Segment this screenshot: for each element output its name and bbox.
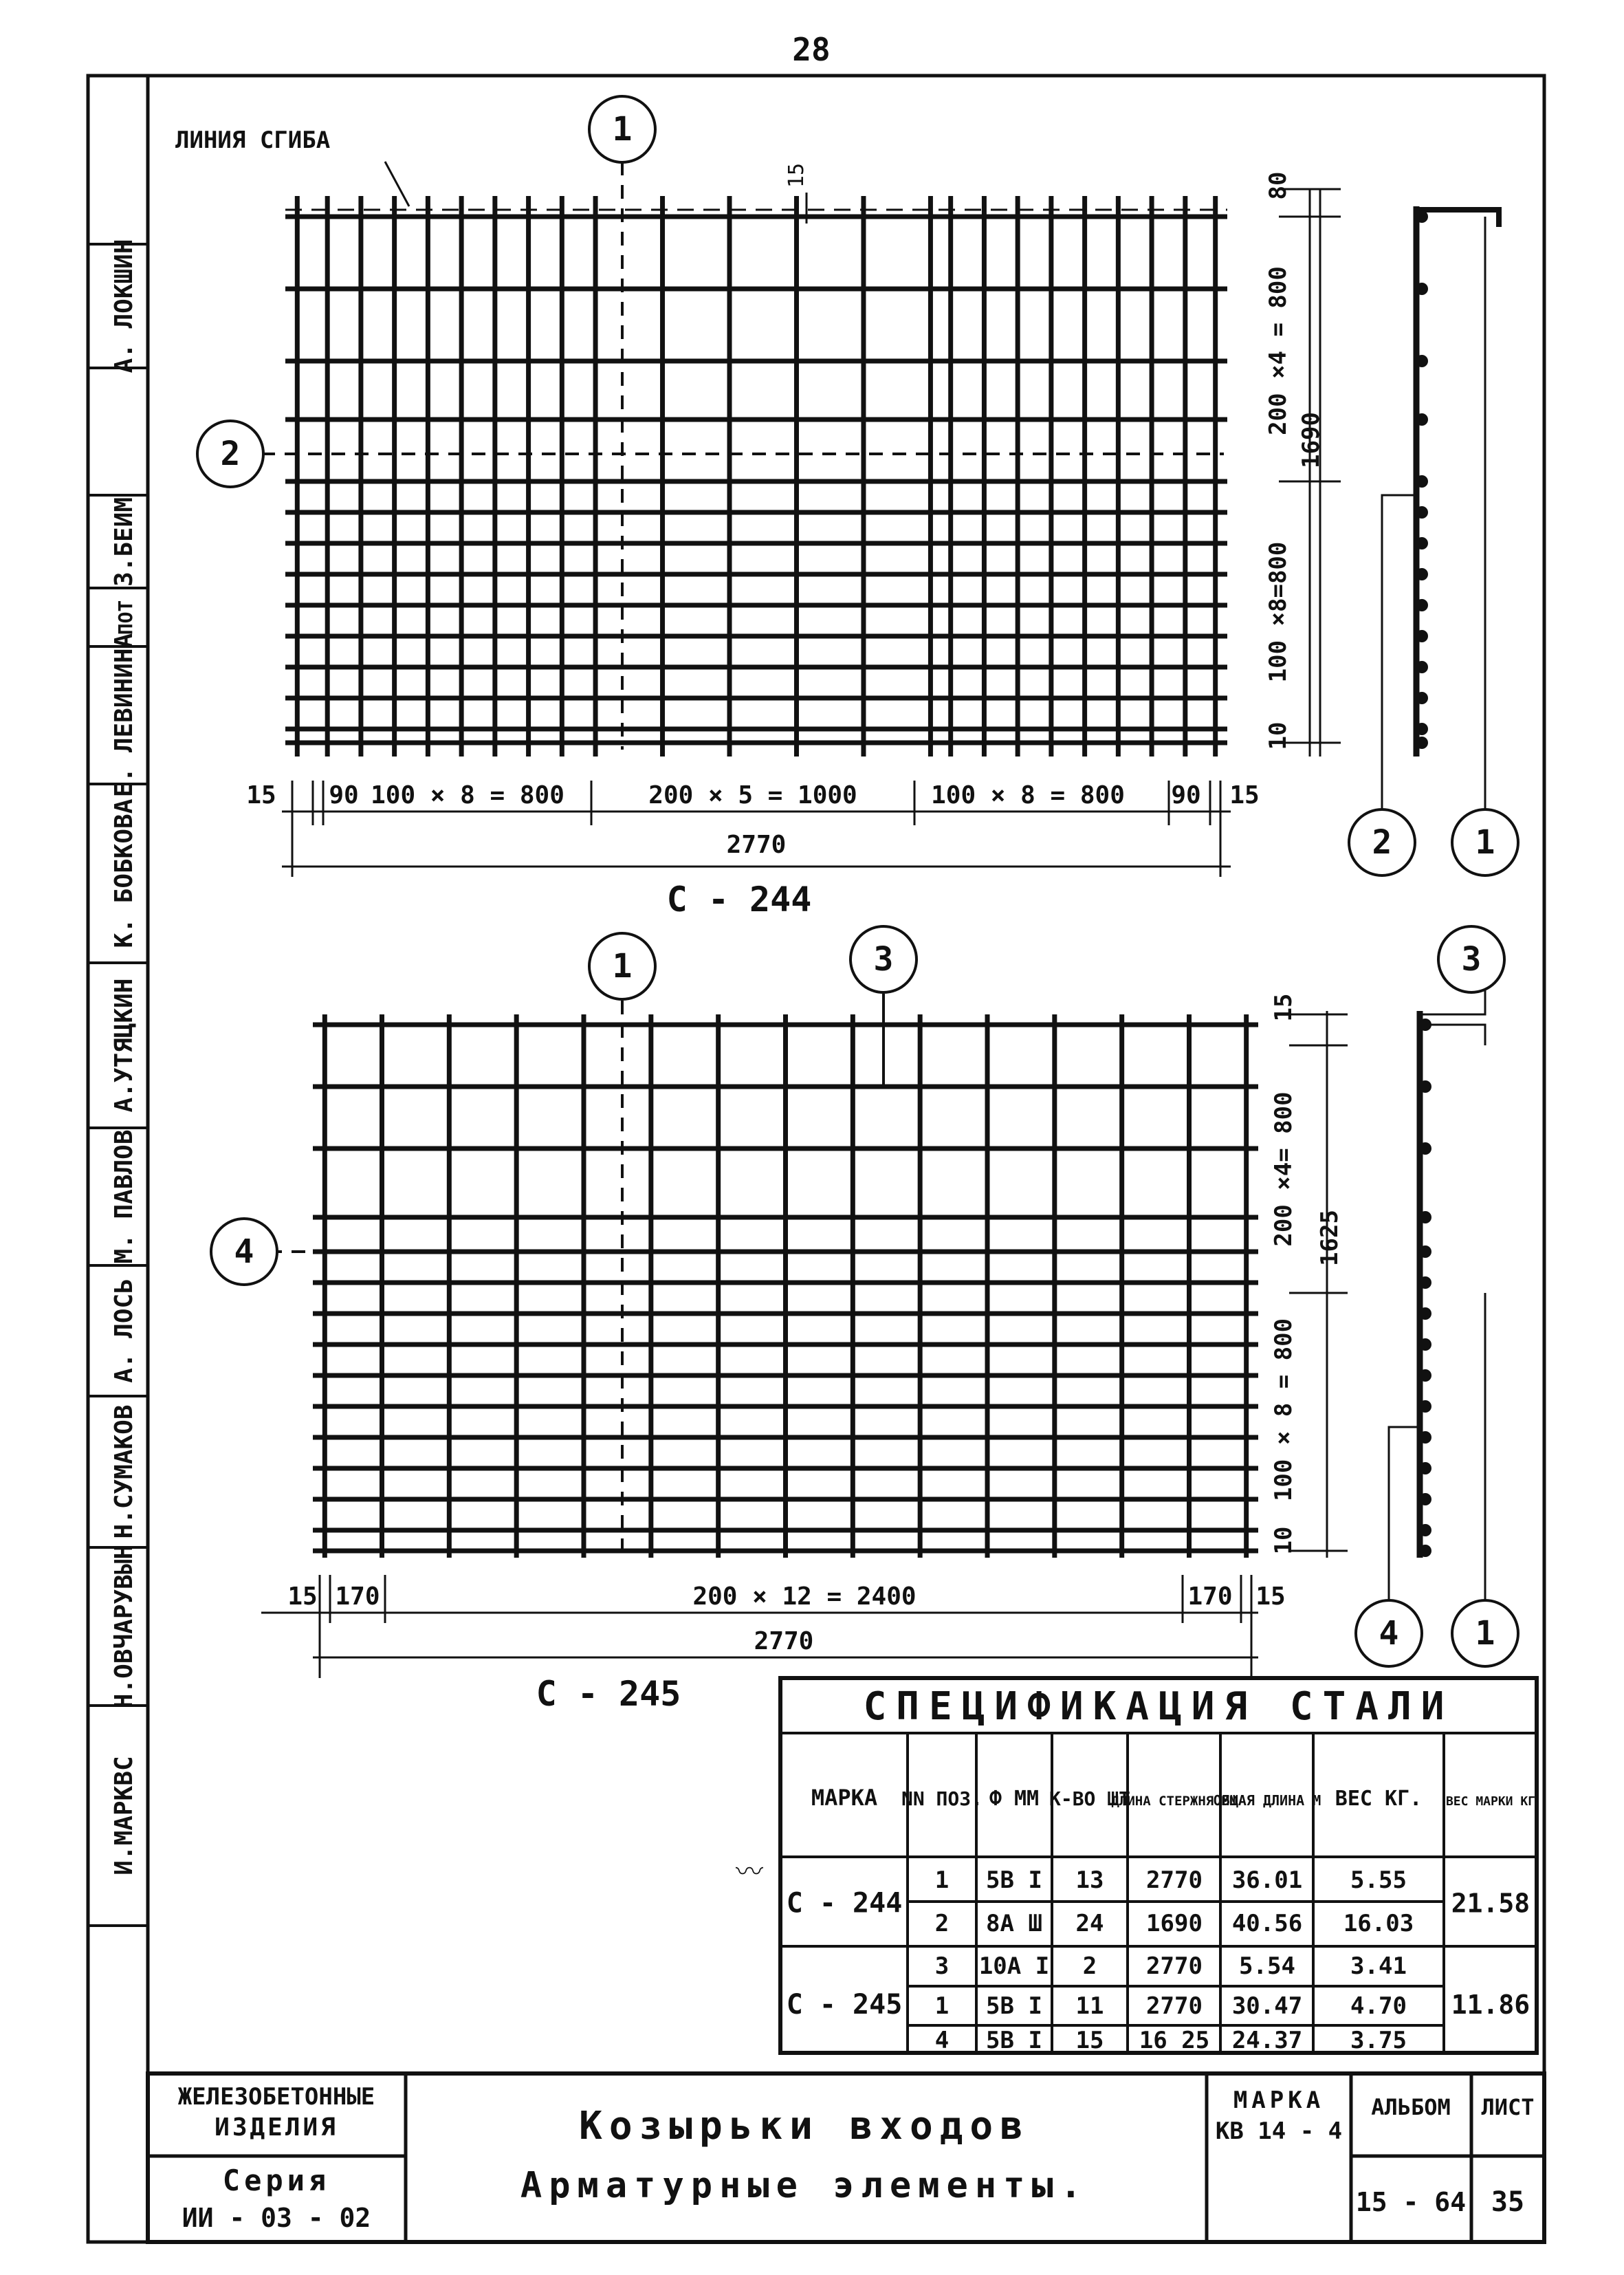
tb-series-value: ИИ - 03 - 02 [182,2203,371,2233]
spec-cell: 5В I [986,2027,1042,2054]
stamp-name-4: А. ЛОСЬ [110,1278,138,1383]
spec-cell: 11 [1075,1992,1104,2020]
spec-cell: 2770 [1146,1952,1203,1980]
steel-spec-table [736,1678,1537,2054]
mesh-c245 [211,926,1518,1714]
stamp-name-1: И.МАРКВС [110,1756,138,1875]
mesh2-dim-bottom-2: 170 [335,1582,380,1611]
mesh1-section-dot [1416,537,1428,549]
spec-header-pos: NN ПОЗ. [901,1787,983,1810]
mesh1-callout-2-label: 2 [220,435,241,473]
mesh2-section-dot [1419,1245,1431,1258]
mesh1-dim-bottom-5: 100 × 8 = 800 [931,781,1125,809]
stamp-name-10: З.БЕИМ [110,497,138,587]
spec-header-weight: ВЕС КГ. [1335,1787,1423,1811]
spec-cell: 5В I [986,1992,1042,2020]
mesh2-section-dot [1419,1338,1431,1351]
mesh2-callout-4-label: 4 [234,1232,254,1271]
mesh1-section-dot [1416,599,1428,611]
spec-cell: 30.47 [1231,1992,1303,2020]
mesh2-dim-bottom-1: 15 [287,1582,318,1611]
spec-cell: 40.56 [1231,1910,1303,1937]
mesh2-section-dot [1419,1307,1431,1320]
tb-album-label: АЛЬБОМ [1371,2094,1451,2120]
spec-cell: 16 25 [1139,2027,1210,2054]
spec-cell: 3.41 [1350,1952,1407,1980]
mesh2-dim-right-5: 10 [1270,1526,1297,1555]
spec-group-total: 21.58 [1451,1888,1530,1919]
spec-group-mark: С - 244 [786,1887,903,1919]
mesh1-dim-bottom-1: 15 [246,781,276,809]
mesh1-section-callout-1-label: 1 [1475,823,1495,862]
title-block [148,2073,1544,2242]
mesh2-section-callout-1-label: 1 [1475,1614,1495,1653]
spec-cell: 13 [1075,1866,1104,1894]
tb-category-2: ИЗДЕЛИЯ [215,2113,338,2142]
mesh2-dim-bottom-4: 170 [1187,1582,1233,1611]
mesh2-section-dot [1419,1142,1431,1155]
mesh2-section-dot [1419,1080,1431,1093]
mesh2-dim-right-4: 100 × 8 = 800 [1270,1318,1297,1502]
spec-header-mark: МАРКА [811,1785,878,1811]
mesh1-section-dot [1416,692,1428,704]
mesh2-dim-right-3: 1625 [1316,1210,1343,1266]
stamp-name-11: А. ЛОКШИН [110,239,138,373]
spec-cell: 5.55 [1350,1866,1407,1894]
spec-cell: 8А Ш [986,1910,1042,1937]
tb-sheet-value: 35 [1491,2186,1525,2218]
stamp-name-6: А.УТЯЦКИН [110,978,138,1113]
spec-group-mark: С - 245 [786,1989,903,2021]
mesh1-dim-bottom-7: 15 [1229,781,1260,809]
spec-cell: 1 [934,1866,950,1894]
spec-cell: 4 [934,2027,950,2054]
tb-mark-value: КВ 14 - 4 [1215,2118,1343,2145]
stamp-name-9: ПОТ [114,600,137,635]
mesh2-dim-bottom-3: 200 × 12 = 2400 [692,1582,917,1611]
spec-cell: 1 [934,1992,950,2020]
spec-header-dia: Ф ММ [989,1787,1040,1811]
spec-cell: 2770 [1146,1992,1203,2020]
mesh1-overall-dim: 2770 [726,831,787,859]
mesh2-mark: С - 245 [536,1674,681,1714]
mesh1-section-dot [1416,568,1428,580]
tb-album-value: 15 - 64 [1355,2187,1467,2217]
page-number: 28 [792,31,831,68]
mesh1-section-dot [1416,413,1428,426]
stamp-name-5: М. ПАВЛОВ [110,1129,138,1264]
spec-cell: 3 [934,1952,950,1980]
mesh1-section-dot [1416,737,1428,749]
mesh1-dim-right-3: 1690 [1297,412,1325,468]
stamp-name-7: К. БОБКОВА [110,798,138,948]
mesh2-section-dot [1419,1211,1431,1223]
mesh1-section-dot [1416,210,1428,223]
mesh2-dim-right-1: 15 [1270,993,1297,1022]
spec-cell: 16.03 [1343,1910,1414,1937]
spec-cell: 5В I [986,1866,1042,1894]
mesh2-dim-right-2: 200 ×4= 800 [1270,1091,1297,1247]
spec-cell: 15 [1075,2027,1104,2054]
spec-cell: 3.75 [1350,2027,1407,2054]
mesh1-section-dot [1416,630,1428,642]
stamp-name-2: Н.ОВЧАРУВЫН [110,1544,138,1709]
spec-header-mark-weight: ВЕС МАРКИ КГ [1445,1794,1536,1809]
spec-header-total-length: ОБЩАЯ ДЛИНА М [1213,1792,1321,1809]
fold-leader [385,162,409,206]
mesh1-top-dim: 15 [784,162,809,188]
spec-cell: 2 [934,1910,950,1937]
mesh1-section-dot [1416,723,1428,735]
tb-mark-label: МАРКА [1233,2087,1325,2114]
mesh2-section-dot [1419,1462,1431,1474]
mesh2-section-dot [1419,1545,1431,1557]
mesh1-dim-right-4: 100 ×8=800 [1264,541,1292,683]
spec-cell: 24.37 [1231,2027,1303,2054]
mesh2-section-dot [1419,1369,1431,1382]
spec-cell: 4.70 [1350,1992,1407,2020]
mesh1-longitudinal-bars [297,196,1215,756]
mesh1-mark: С - 244 [666,880,812,919]
spec-header-qty: К-ВО ШТ [1049,1787,1131,1810]
mesh1-section-hook [1416,210,1499,227]
mesh1-dim-right-1: 80 [1264,171,1292,200]
spec-cell: 24 [1075,1910,1104,1937]
mesh2-section-dot [1419,1524,1431,1536]
tb-series-label: Серия [222,2164,331,2197]
mesh2-overall-dim: 2770 [754,1627,814,1655]
mesh2-longitudinal-bars [325,1014,1246,1558]
spec-cell: 2770 [1146,1866,1203,1894]
mesh1-section-dot [1416,506,1428,519]
stamp-name-8: Е. ЛЕВИНИНА [110,633,138,798]
mesh1-dim-bottom-4: 200 × 5 = 1000 [648,781,857,809]
spec-title: СПЕЦИФИКАЦИЯ СТАЛИ [863,1684,1454,1729]
mesh1-callout-1-label: 1 [612,110,633,149]
side-stamp [88,239,148,1926]
tb-category-1: ЖЕЛЕЗОБЕТОННЫЕ [177,2083,375,2111]
mesh2-callout-1-label: 1 [612,947,633,986]
mesh2-dim-bottom-5: 15 [1255,1582,1286,1611]
mesh1-dim-right-2: 200 ×4 = 800 [1264,266,1292,435]
mesh2-section-dot [1419,1493,1431,1505]
spec-header-length: ДЛИНА СТЕРЖНЯ ММ [1111,1794,1238,1809]
mesh1-dim-bottom-6: 90 [1171,781,1201,809]
mesh2-section-dot [1419,1276,1431,1289]
spec-cell: 10А I [978,1952,1050,1980]
mesh2-section-callout-3-label: 3 [1461,940,1482,979]
mesh1-section-dot [1416,355,1428,367]
mesh2-section-dot [1419,1400,1431,1413]
mesh1-section-callout-2-label: 2 [1372,823,1392,862]
scribble-mark: 〰 [736,1856,763,1888]
spec-group-total: 11.86 [1451,1990,1530,2020]
spec-cell: 1690 [1146,1910,1203,1937]
mesh2-callout-3-label: 3 [873,940,894,979]
mesh-c244 [175,96,1518,919]
mesh2-section-dot [1419,1431,1431,1444]
spec-cell: 2 [1082,1952,1097,1980]
spec-cell: 36.01 [1231,1866,1303,1894]
mesh1-section-dot [1416,283,1428,295]
mesh1-dim-bottom-2: 90 [329,781,359,809]
mesh1-section-dots [1416,210,1428,749]
tb-sheet-label: ЛИСТ [1481,2094,1535,2120]
mesh1-section-dot [1416,475,1428,488]
tb-title-1: Козырьки входов [579,2104,1030,2148]
mesh2-section-callout-4-label: 4 [1379,1614,1399,1653]
tb-title-2: Арматурные элементы. [520,2165,1089,2206]
stamp-name-3: Н.СУМАКОВ [110,1404,138,1539]
mesh1-dim-bottom-3: 100 × 8 = 800 [371,781,564,809]
mesh1-section-dot [1416,661,1428,673]
spec-cell: 5.54 [1239,1952,1295,1980]
mesh1-dim-right-5: 10 [1264,721,1292,750]
fold-line-label: ЛИНИЯ СГИБА [175,127,331,154]
